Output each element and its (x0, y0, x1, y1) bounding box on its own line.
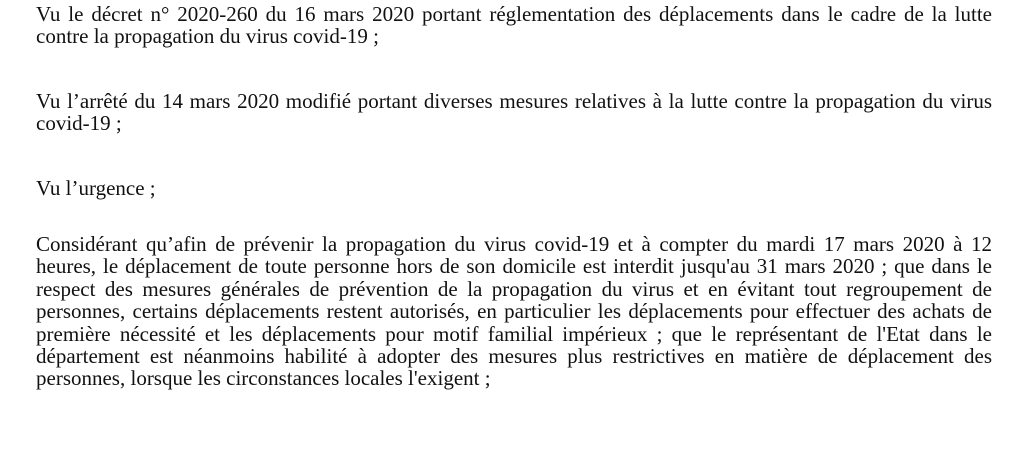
paragraph-vu-urgence: Vu l’urgence ; (36, 176, 156, 200)
paragraph-considerant: Considérant qu’afin de prévenir la propagation du virus covid-19 et à compter du mardi 17 mars 2020 à 12 heures, le déplacement de toute personne hors de son domicile est interdit jusqu'au 31 mars 2020 ; que dans le respect des mesures générales de prévention de la propagation du virus et en évitant tout regroupement de personnes, certains déplacements restent autorisés, en particulier les déplacements pour effectuer des achats de première nécessité et les déplacements pour motif familial impérieux ; que le représentant de l'Etat dans le département est néanmoins habilité à adopter des mesures plus restrictives en matière de déplacement des personnes, lorsque les circonstances locales l'exigent ; (36, 232, 992, 391)
paragraph-vu-arrete: Vu l’arrêté du 14 mars 2020 modifié portant diverses mesures relatives à la lutte contre la propagation du virus covid-19 ; (36, 89, 992, 136)
paragraph-vu-decret: Vu le décret n° 2020-260 du 16 mars 2020 portant réglementation des déplacements dans le cadre de la lutte contre la propagation du virus covid-19 ; (36, 2, 992, 49)
